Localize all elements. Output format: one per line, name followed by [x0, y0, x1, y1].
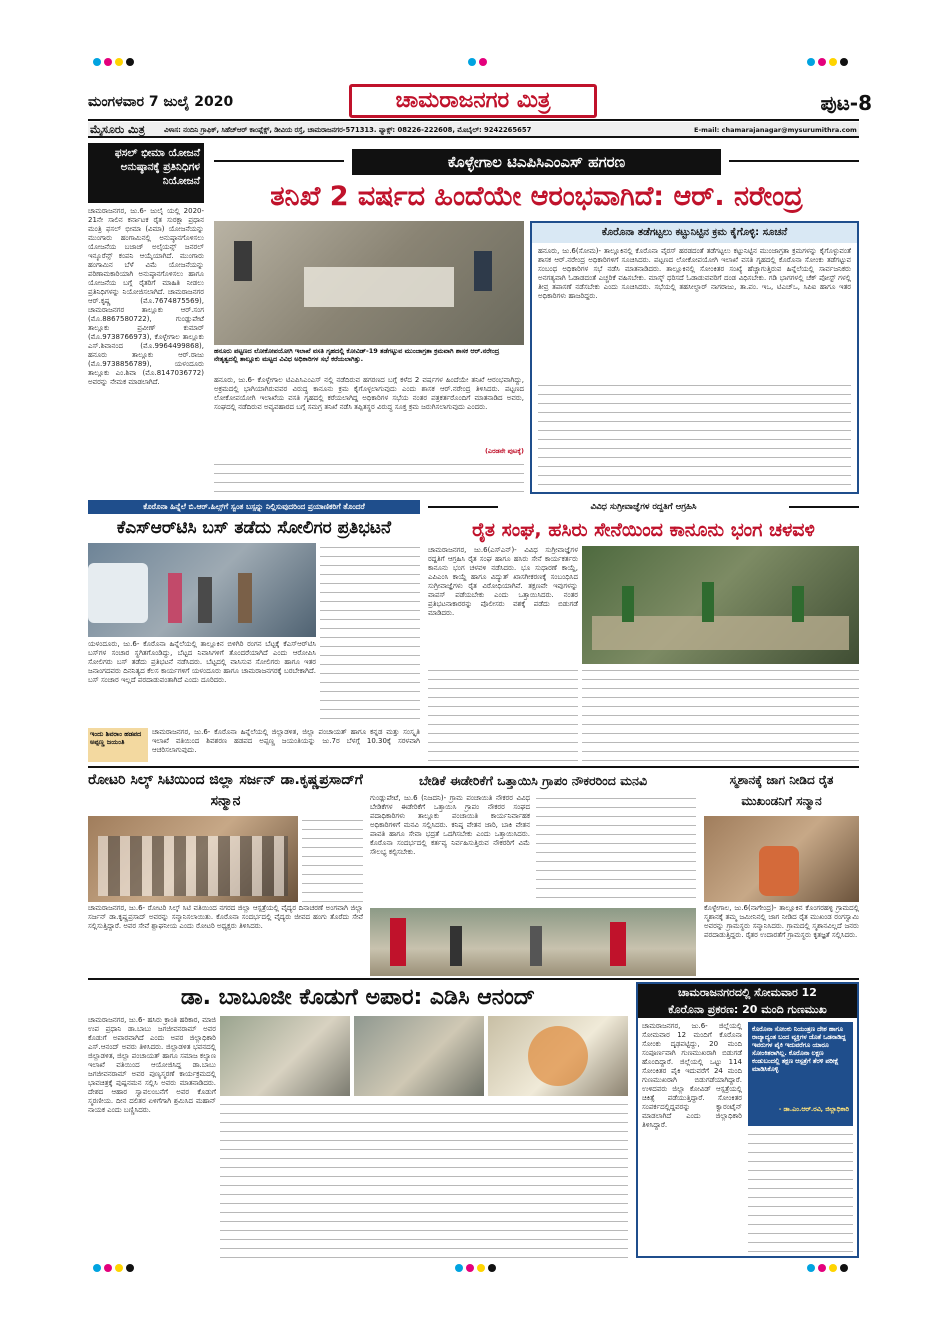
raitha-body-more: [428, 666, 578, 762]
covid-box: [636, 982, 859, 1258]
row3-rule: [88, 766, 859, 768]
registration-dot: [818, 58, 826, 66]
bedike-photo: [370, 908, 696, 976]
raitha-body: ಚಾಮರಾಜನಗರ, ಜು.6(ಎಸ್‌ಎನ್)- ವಿವಿಧ ಸುಗ್ರೀವಾಜ್ಞೆಗಳ ರದ್ದತಿಗೆ ಆಗ್ರಹಿಸಿ ರೈತ ಸಂಘ ಹಾಗೂ ಹಸಿರು ಸೇನೆ ಕಾರ್ಯಕರ್ತರು ಕಾನೂನು ಭಂಗ ಚಳವಳಿ ನಡೆಸಿದರು. ಭೂ ಸುಧಾರಣೆ ಕಾಯ್ದೆ, ಎಪಿಎಂಸಿ ಕಾಯ್ದೆ ಹಾಗೂ ವಿದ್ಯುತ್ ಖಾಸಗೀಕರಣಕ್ಕೆ ಸಂಬಂಧಿಸಿದ ಸುಗ್ರೀವಾಜ್ಞೆಗಳು ರೈತ ವಿರೋಧಿಯಾಗಿವೆ. ತಕ್ಷಣವೇ ಇವುಗಳನ್ನು ವಾಪಸ್ ಪಡೆಯಬೇಕು ಎಂದು ಒತ್ತಾಯಿಸಿದರು. ನಂತರ ಪ್ರತಿಭಟನಾಕಾರರನ್ನು ಪೊಲೀಸರು ವಶಕ್ಕೆ ಪಡೆದು ಬಿಡುಗಡೆ ಮಾಡಿದರು.: [428, 546, 578, 617]
left-headline: ಫಸಲ್ ಭೀಮಾ ಯೋಜನೆ ಅನುಷ್ಠಾನಕ್ಕೆ ಪ್ರತಿನಿಧಿಗಳ ನಿಯೋಜನೆ: [114, 147, 200, 187]
smashana-body: ಕೊಳ್ಳೇಗಾಲ, ಜು.6(ನಾಗೇಂದ್ರ)- ತಾಲ್ಲೂಕಿನ ಕೊಂಗರಹಳ್ಳಿ ಗ್ರಾಮದಲ್ಲಿ ಸ್ಮಶಾನಕ್ಕೆ ತಮ್ಮ ಜಮೀನಿನಲ್ಲಿ ಜಾಗ ನೀಡಿದ ರೈತ ಮುಖಂಡ ರಂಗಸ್ವಾಮಿ ಅವರನ್ನು ಗ್ರಾಮಸ್ಥರು ಸನ್ಮಾನಿಸಿದರು. ಗ್ರಾಮದಲ್ಲಿ ಸ್ಮಶಾನವಿಲ್ಲದೆ ಜನರು ಪರದಾಡುತ್ತಿದ್ದರು. ರೈತರ ಉದಾರತೆಗೆ ಗ್ರಾಮಸ್ಥರು ಕೃತಜ್ಞತೆ ಸಲ್ಲಿಸಿದರು.: [704, 904, 859, 939]
mini-logo: ಮೈಸೂರು ಮಿತ್ರ: [90, 123, 145, 136]
meeting-photo: [214, 221, 524, 345]
boxed-article: [530, 221, 859, 494]
boxed-headline: ಕೊರೊನಾ ತಡೆಗಟ್ಟಲು ಕಟ್ಟುನಿಟ್ಟಿನ ಕ್ರಮ ಕೈಗೊಳ್ಳಿ: ಸೂಚನೆ: [532, 223, 857, 243]
registration-dot: [829, 58, 837, 66]
left-body: ಚಾಮರಾಜನಗರ, ಜು.6- ಜುಲೈ ಯಲ್ಲಿ 2020-21ನೇ ಸಾಲಿನ ಕರ್ನಾಟಕ ರೈತ ಸುರಕ್ಷಾ ಪ್ರಧಾನ ಮಂತ್ರಿ ಫಸಲ್ ಭೀಮಾ (ವಿಮಾ) ಯೋಜನೆಯನ್ನು ಮುಂಗಾರು ಹಂಗಾಮಿನಲ್ಲಿ ಅನುಷ್ಠಾನಗೊಳಿಸಲು ಯೋಜನೆಯ ಬಜಾಜ್ ಅಲೈಯನ್ಸ್ ಜನರಲ್ ಇನ್ಶೂರೆನ್ಸ್ ಕಂಪನಿ ಆಯ್ಕೆಯಾಗಿದೆ. ಮುಂಗಾರು ಹಂಗಾಮಿನ ಬೆಳೆ ವಿಮೆ ಯೋಜನೆಯನ್ನು ಪರಿಣಾಮಕಾರಿಯಾಗಿ ಅನುಷ್ಠಾನಗೊಳಿಸಲು ಹಾಗೂ ಯೋಜನೆಯ ಬಗ್ಗೆ ರೈತರಿಗೆ ಮಾಹಿತಿ ನೀಡಲು ಪ್ರತಿನಿಧಿಗಳನ್ನು ನಿಯೋಜಿಸಲಾಗಿದೆ. ಚಾಮರಾಜನಗರ ಆರ್.ಕೃಷ್ಣ (ಮೊ.7674875569), ಚಾಮರಾಜನಗರ ತಾಲ್ಲೂಕು ಆರ್.ಸಂಗ (ಮೊ.8867580722), ಗುಂಡ್ಲುಪೇಟೆ ತಾಲ್ಲೂಕು ಪ್ರವೀಣ್ ಕುಮಾರ್ (ಮೊ.9738766973), ಕೊಳ್ಳೇಗಾಲ ತಾಲ್ಲೂಕು ಎಸ್.ಶಿವಾನಂದ (ಮೊ.9964499868), ಹನೂರು ತಾಲ್ಲೂಕು ಆರ್.ರಾಜು (ಮೊ.9738856789), ಯಳಂದೂರು ತಾಲ್ಲೂಕು ಎಂ.ಶಿವಾ (ಮೊ.8147036772) ಅವರನ್ನು ನೇಮಕ ಮಾಡಲಾಗಿದೆ.: [88, 207, 204, 386]
page-number: ಪುಟ-8: [820, 91, 872, 115]
ksrtc-kicker-text: ಕೊರೊನಾ ಹಿನ್ನೆಲೆ ಬಿ.ಆರ್.ಹಿಲ್ಸ್‌ಗೆ ಸ್ವಂತ ಬಸ್ಸನ್ನು ನಿಲ್ಲಿಸುವುದರಿಂದ ಪ್ರಯಾಣಿಕರಿಗೆ ತೊಂದರೆ: [143, 502, 365, 511]
registration-dot: [115, 58, 123, 66]
address-text: ವಿಳಾಸ: ನಂದಿನಿ ಗ್ರಾಫಿಕ್, ಸಿಹೆಚ್ಆರ್ ಕಾಂಪ್ಲೆಕ್ಸ್, ಡೀವಿಯ ರಸ್ತೆ, ಚಾಮರಾಜನಗರ-571313. ಫ್ಯಾಕ್ಸ್: 08226-222608, ಮೊಬೈಲ್: 9242265657: [164, 126, 532, 134]
smashana-photo: [704, 816, 859, 902]
covid-quote: ಕೊರೊನಾ ಸೋಂಕು ನಿಯಂತ್ರಣ ದೇಶ ಹಾಗೂ ರಾಜ್ಯಾದ್ಯಂತ ಬಂದ ವ್ಯಕ್ತಿಗಳ ಜೊತೆ ಒಡನಾಡಿದ್ದ ಇವರುಗಳ ಪೈಕಿ ಇದುವರೆಗೂ ಯಾರೂ ಸೋಂಕಿತರಾಗಿಲ್ಲ. ಕೊರೊನಾ ಲಕ್ಷಣ ಕಂಡುಬಂದಲ್ಲಿ ತಕ್ಷಣ ಆಸ್ಪತ್ರೆಗೆ ತೆರಳಿ ಪರೀಕ್ಷೆ ಮಾಡಿಸಿಕೊಳ್ಳಿ: [752, 1026, 846, 1073]
registration-dot: [477, 1264, 485, 1272]
registration-dot: [104, 1264, 112, 1272]
registration-dot: [818, 1264, 826, 1272]
ksrtc-body-right: [320, 543, 420, 726]
left-headline-box: [88, 143, 204, 203]
bedike-body: ಗುಂಡ್ಲುಪೇಟೆ, ಜು.6 (ನಿಜದನಿ)- ಗ್ರಾಮ ಪಂಚಾಯಿತಿ ನೌಕರರ ವಿವಿಧ ಬೇಡಿಕೆಗಳ ಈಡೇರಿಕೆಗೆ ಒತ್ತಾಯಿಸಿ ಗ್ರಾಪಂ ನೌಕರರ ಸಂಘದ ಪದಾಧಿಕಾರಿಗಳು ತಾಲ್ಲೂಕು ಪಂಚಾಯಿತಿ ಕಾರ್ಯನಿರ್ವಾಹಕ ಅಧಿಕಾರಿಗಳಿಗೆ ಮನವಿ ಸಲ್ಲಿಸಿದರು. ಕನಿಷ್ಠ ವೇತನ ಜಾರಿ, ಬಾಕಿ ವೇತನ ಪಾವತಿ ಹಾಗೂ ಸೇವಾ ಭದ್ರತೆ ಒದಗಿಸಬೇಕು ಎಂದು ಒತ್ತಾಯಿಸಿದರು. ಕೊರೊನಾ ಸಂದರ್ಭದಲ್ಲಿ ಕರ್ತವ್ಯ ನಿರ್ವಹಿಸುತ್ತಿರುವ ನೌಕರರಿಗೆ ವಿಮೆ ಸೌಲಭ್ಯ ಕಲ್ಪಿಸಬೇಕು.: [370, 794, 530, 856]
address-strip: [88, 122, 859, 138]
raitha-photo: [582, 546, 859, 664]
raitha-right-columns: [582, 666, 859, 762]
masthead-title-box: [349, 84, 597, 118]
ksrtc-side-label-text: ಇಂದು ಶಿವರಾಂ ಹಡಪದ ಅಪ್ಪಣ್ಣ ಜಯಂತಿ: [90, 730, 142, 746]
section1-kicker: ಕೊಳ್ಳೇಗಾಲ ಟಿಎಪಿಸಿಎಂಎಸ್ ಹಗರಣ: [352, 149, 721, 175]
section1-body: ಹನೂರು, ಜು.6- ಕೊಳ್ಳೇಗಾಲ ಟಿಎಪಿಸಿಎಂಎಸ್ ನಲ್ಲಿ ನಡೆದಿರುವ ಹಗರಣದ ಬಗ್ಗೆ ಕಳೆದ 2 ವರ್ಷಗಳ ಹಿಂದೆಯೇ ತನಿಖೆ ಆರಂಭವಾಗಿದ್ದು, ಅಕ್ರಮದಲ್ಲಿ ಭಾಗಿಯಾಗಿರುವವರ ವಿರುದ್ಧ ಕಾನೂನು ಕ್ರಮ ಕೈಗೊಳ್ಳಲಾಗುವುದು ಎಂದು ಶಾಸಕ ಆರ್.ನರೇಂದ್ರ ತಿಳಿಸಿದರು. ಪಟ್ಟಣದ ಲೋಕೋಪಯೋಗಿ ಇಲಾಖೆಯ ವಸತಿ ಗೃಹದಲ್ಲಿ ಕರೆಯಲಾಗಿದ್ದ ಅಧಿಕಾರಿಗಳ ಸಭೆಯ ನಂತರ ಪತ್ರಕರ್ತರೊಂದಿಗೆ ಮಾತನಾಡಿದ ಅವರು, ಸಂಘದಲ್ಲಿ ನಡೆದಿರುವ ಅವ್ಯವಹಾರದ ಬಗ್ಗೆ ಸಮಗ್ರ ತನಿಖೆ ನಡೆಸಿ ತಪ್ಪಿತಸ್ಥರ ವಿರುದ್ಧ ಸೂಕ್ತ ಕ್ರಮ ಜರುಗಿಸಲಾಗುವುದು ಎಂದರು.: [214, 376, 524, 411]
boxed-body: ಹನೂರು, ಜು.6(ಸೋಮ)- ತಾಲ್ಲೂಕಿನಲ್ಲಿ ಕೊರೊನಾ ವೈರಸ್ ಹರಡದಂತೆ ತಡೆಗಟ್ಟಲು ಕಟ್ಟುನಿಟ್ಟಿನ ಮುಂಜಾಗ್ರತಾ ಕ್ರಮಗಳನ್ನು ಕೈಗೊಳ್ಳುವಂತೆ ಶಾಸಕ ಆರ್.ನರೇಂದ್ರ ಅಧಿಕಾರಿಗಳಿಗೆ ಸೂಚಿಸಿದರು. ಪಟ್ಟಣದ ಲೋಕೋಪಯೋಗಿ ಇಲಾಖೆ ವಸತಿ ಗೃಹದಲ್ಲಿ ಕೊರೊನಾ ಸೋಂಕು ತಡೆಗಟ್ಟುವ ಸಂಬಂಧ ಅಧಿಕಾರಿಗಳ ಸಭೆ ನಡೆಸಿ ಮಾತನಾಡಿದರು. ತಾಲ್ಲೂಕಿನಲ್ಲಿ ಸೋಂಕಿತರ ಸಂಖ್ಯೆ ಹೆಚ್ಚಾಗುತ್ತಿರುವ ಹಿನ್ನೆಲೆಯಲ್ಲಿ ಸಾರ್ವಜನಿಕರು ಅನಗತ್ಯವಾಗಿ ಓಡಾಡದಂತೆ ಎಚ್ಚರಿಕೆ ವಹಿಸಬೇಕು. ಮಾಸ್ಕ್ ಧರಿಸದೆ ಓಡಾಡುವವರಿಗೆ ದಂಡ ವಿಧಿಸಬೇಕು. ಗಡಿ ಭಾಗಗಳಲ್ಲಿ ಚೆಕ್ ಪೋಸ್ಟ್ ಗಳಲ್ಲಿ ತೀವ್ರ ತಪಾಸಣೆ ನಡೆಸಬೇಕು ಎಂದು ಸೂಚಿಸಿದರು. ಸಭೆಯಲ್ಲಿ ತಹಸೀಲ್ದಾರ್ ನಾಗರಾಜು, ತಾ.ಪಂ. ಇಒ, ಟಿಎಚ್ಒ, ಸಿಪಿಐ ಹಾಗೂ ಇತರ ಅಧಿಕಾರಿಗಳು ಹಾಜರಿದ್ದರು.: [538, 247, 851, 300]
registration-dot: [466, 1264, 474, 1272]
registration-dot: [840, 58, 848, 66]
registration-dot: [115, 1264, 123, 1272]
registration-dot: [126, 58, 134, 66]
covid-body-more: [748, 1130, 853, 1252]
registration-dot: [807, 1264, 815, 1272]
ksrtc-body-left: ಯಳಂದೂರು, ಜು.6- ಕೊರೊನಾ ಹಿನ್ನೆಲೆಯಲ್ಲಿ ತಾಲ್ಲೂಕಿನ ಬಿಳಿಗಿರಿ ರಂಗನ ಬೆಟ್ಟಕ್ಕೆ ಕೆಎಸ್‌ಆರ್‌ಟಿಸಿ ಬಸ್‌ಗಳ ಸಂಚಾರ ಸ್ಥಗಿತಗೊಂಡಿದ್ದು, ಬೆಟ್ಟದ ನಿವಾಸಿಗಳಿಗೆ ತೊಂದರೆಯಾಗಿದೆ ಎಂದು ಆರೋಪಿಸಿ ಸೋಲಿಗರು ಬಸ್ ತಡೆದು ಪ್ರತಿಭಟನೆ ನಡೆಸಿದರು. ಬೆಟ್ಟದಲ್ಲಿ ವಾಸಿಸುವ ಸೋಲಿಗರು ಹಾಗೂ ಇತರ ಜನಾಂಗದವರು ದಿನನಿತ್ಯದ ಕೆಲಸ ಕಾರ್ಯಗಳಿಗೆ ಯಳಂದೂರು ಹಾಗೂ ಚಾಮರಾಜನಗರಕ್ಕೆ ಬರಬೇಕಾಗಿದೆ. ಬಸ್ ಸಂಚಾರ ಇಲ್ಲದೆ ಪರದಾಡುವಂತಾಗಿದೆ ಎಂದು ದೂರಿದರು.: [88, 640, 316, 684]
rotary-body: ಚಾಮರಾಜನಗರ, ಜು.6- ರೋಟರಿ ಸಿಲ್ಕ್ ಸಿಟಿ ವತಿಯಿಂದ ನಗರದ ಜಿಲ್ಲಾ ಆಸ್ಪತ್ರೆಯಲ್ಲಿ ವೈದ್ಯರ ದಿನಾಚರಣೆ ಅಂಗವಾಗಿ ಜಿಲ್ಲಾ ಸರ್ಜನ್ ಡಾ.ಕೃಷ್ಣಪ್ರಸಾದ್ ಅವರನ್ನು ಸನ್ಮಾನಿಸಲಾಯಿತು. ಕೊರೊನಾ ಸಂದರ್ಭದಲ್ಲಿ ವೈದ್ಯರು ಜೀವದ ಹಂಗು ತೊರೆದು ಸೇವೆ ಸಲ್ಲಿಸುತ್ತಿದ್ದಾರೆ. ಅವರ ಸೇವೆ ಶ್ಲಾಘನೀಯ ಎಂದು ರೋಟರಿ ಅಧ್ಯಕ್ಷರು ತಿಳಿಸಿದರು.: [88, 904, 363, 930]
rotary-side-text: [302, 816, 363, 902]
rotary-photo: [88, 816, 298, 902]
babuji-columns: [220, 1100, 628, 1260]
registration-dot: [93, 1264, 101, 1272]
babuji-photo-3: [488, 1016, 628, 1096]
registration-dot: [807, 58, 815, 66]
covid-headline-2: ಕೊರೊನಾ ಪ್ರಕರಣ: 20 ಮಂದಿ ಗುಣಮುಖ: [668, 1003, 827, 1016]
ksrtc-side-label: [88, 728, 148, 762]
masthead-title: ಚಾಮರಾಜನಗರ ಮಿತ್ರ: [395, 88, 551, 113]
masthead-rule: [88, 119, 859, 121]
registration-dot: [829, 1264, 837, 1272]
bedike-headline: ಬೇಡಿಕೆ ಈಡೇರಿಕೆಗೆ ಒತ್ತಾಯಿಸಿ ಗ್ರಾಪಂ ನೌಕರರಿಂದ ಮನವಿ: [418, 773, 648, 788]
registration-dot: [840, 1264, 848, 1272]
covid-headline-1: ಚಾಮರಾಜನಗರದಲ್ಲಿ ಸೋಮವಾರ 12: [678, 986, 817, 999]
covid-body: ಚಾಮರಾಜನಗರ, ಜು.6- ಜಿಲ್ಲೆಯಲ್ಲಿ ಸೋಮವಾರ 12 ಮಂದಿಗೆ ಕೊರೊನಾ ಸೋಂಕು ದೃಢಪಟ್ಟಿದ್ದು, 20 ಮಂದಿ ಸಂಪೂರ್ಣವಾಗಿ ಗುಣಮುಖರಾಗಿ ಬಿಡುಗಡೆ ಹೊಂದಿದ್ದಾರೆ. ಜಿಲ್ಲೆಯಲ್ಲಿ ಒಟ್ಟು 114 ಸೋಂಕಿತರ ಪೈಕಿ ಇದುವರೆಗೆ 24 ಮಂದಿ ಗುಣಮುಖರಾಗಿ ಬಿಡುಗಡೆಯಾಗಿದ್ದಾರೆ. ಉಳಿದವರು ಜಿಲ್ಲಾ ಕೋವಿಡ್ ಆಸ್ಪತ್ರೆಯಲ್ಲಿ ಚಿಕಿತ್ಸೆ ಪಡೆಯುತ್ತಿದ್ದಾರೆ. ಸೋಂಕಿತರ ಸಂಪರ್ಕದಲ್ಲಿದ್ದವರನ್ನು ಕ್ವಾರಂಟೈನ್ ಮಾಡಲಾಗಿದೆ ಎಂದು ಜಿಲ್ಲಾಧಿಕಾರಿ ತಿಳಿಸಿದ್ದಾರೆ.: [642, 1022, 742, 1129]
issue-date: ಮಂಗಳವಾರ 7 ಜುಲೈ 2020: [88, 94, 234, 110]
ksrtc-headline: ಕೆಎಸ್‌ಆರ್‌ಟಿಸಿ ಬಸ್ ತಡೆದು ಸೋಲಿಗರ ಪ್ರತಿಭಟನೆ: [116, 518, 392, 538]
section1-body-columns: [214, 460, 524, 494]
registration-dot: [479, 58, 487, 66]
babuji-photo-2: [354, 1016, 484, 1096]
babuji-photo-1: [220, 1016, 350, 1096]
boxed-body-more: [538, 381, 851, 489]
ksrtc-note: ಚಾಮರಾಜನಗರ, ಜು.6- ಕೊರೊನಾ ಹಿನ್ನೆಲೆಯಲ್ಲಿ ಜಿಲ್ಲಾಡಳಿತ, ಜಿಲ್ಲಾ ಪಂಚಾಯತ್ ಹಾಗೂ ಕನ್ನಡ ಮತ್ತು ಸಂಸ್ಕೃತಿ ಇಲಾಖೆ ವತಿಯಿಂದ ಶಿವಶರಣ ಹಡಪದ ಅಪ್ಪಣ್ಣ ಜಯಂತಿಯನ್ನು ಜು.7ರ ಬೆಳಗ್ಗೆ 10.30ಕ್ಕೆ ಸರಳವಾಗಿ ಆಚರಿಸಲಾಗುವುದು.: [152, 728, 420, 754]
section1-kicker-bar: [214, 149, 859, 175]
ksrtc-kicker: [88, 500, 420, 514]
raitha-headline: ರೈತ ಸಂಘ, ಹಸಿರು ಸೇನೆಯಿಂದ ಕಾನೂನು ಭಂಗ ಚಳವಳಿ: [472, 519, 815, 541]
covid-quote-by: - ಡಾ.ಎಂ.ಆರ್.ರವಿ, ಜಿಲ್ಲಾಧಿಕಾರಿ: [778, 1106, 849, 1113]
registration-dot: [104, 58, 112, 66]
raitha-kicker-bar: [428, 500, 859, 514]
registration-dot: [488, 1264, 496, 1272]
section1-continue: (ಎರಡನೇ ಪುಟಕ್ಕೆ): [484, 447, 524, 455]
section1-headline: ತನಿಖೆ 2 ವರ್ಷದ ಹಿಂದೆಯೇ ಆರಂಭವಾಗಿದೆ: ಆರ್. ನರೇಂದ್ರ: [270, 181, 803, 212]
raitha-kicker: ವಿವಿಧ ಸುಗ್ರೀವಾಜ್ಞೆಗಳ ರದ್ದತಿಗೆ ಆಗ್ರಹಿಸಿ: [590, 502, 697, 512]
email-text: E-mail: chamarajanagar@mysurumithra.com: [694, 126, 857, 134]
registration-dot: [455, 1264, 463, 1272]
registration-dot: [468, 58, 476, 66]
covid-quote-box: [748, 1022, 853, 1126]
meeting-photo-caption: ಹನೂರು ಪಟ್ಟಣದ ಲೋಕೋಪಯೋಗಿ ಇಲಾಖೆ ವಸತಿ ಗೃಹದಲ್ಲಿ ಕೋವಿಡ್-19 ತಡೆಗಟ್ಟುವ ಮುಂಜಾಗ್ರತಾ ಕ್ರಮವಾಗಿ ಶಾಸಕ ಆರ್.ನರೇಂದ್ರ ನೇತೃತ್ವದಲ್ಲಿ ತಾಲ್ಲೂಕು ಮಟ್ಟದ ವಿವಿಧ ಅಧಿಕಾರಿಗಳ ಸಭೆ ಕರೆಯಲಾಗಿತ್ತು.: [214, 347, 500, 363]
babuji-headline: ಡಾ. ಬಾಬೂಜೀ ಕೊಡುಗೆ ಅಪಾರ: ಎಡಿಸಿ ಆನಂದ್: [180, 985, 536, 1010]
rotary-headline: ರೋಟರಿ ಸಿಲ್ಕ್ ಸಿಟಿಯಿಂದ ಜಿಲ್ಲಾ ಸರ್ಜನ್ ಡಾ.ಕೃಷ್ಣಪ್ರಸಾದ್‌ಗೆ ಸನ್ಮಾನ: [88, 772, 363, 809]
registration-dot: [126, 1264, 134, 1272]
covid-headline-bar: [638, 984, 857, 1018]
ksrtc-photo: [88, 543, 316, 637]
smashana-headline: ಸ್ಮಶಾನಕ್ಕೆ ಜಾಗ ನೀಡಿದ ರೈತ ಮುಖಂಡನಿಗೆ ಸನ್ಮಾನ: [729, 773, 834, 808]
registration-dot: [93, 58, 101, 66]
bedike-body-right: [536, 794, 696, 906]
row4-rule: [88, 978, 859, 980]
babuji-body: ಚಾಮರಾಜನಗರ, ಜು.6- ಹಸಿರು ಕ್ರಾಂತಿ ಹರಿಕಾರ, ಮಾಜಿ ಉಪ ಪ್ರಧಾನಿ ಡಾ.ಬಾಬು ಜಗಜೀವನರಾಮ್ ಅವರ ಕೊಡುಗೆ ಅಪಾರವಾಗಿದೆ ಎಂದು ಅಪರ ಜಿಲ್ಲಾಧಿಕಾರಿ ಎಸ್.ಆನಂದ್ ಅವರು ತಿಳಿಸಿದರು. ಜಿಲ್ಲಾಡಳಿತ ಭವನದಲ್ಲಿ ಜಿಲ್ಲಾಡಳಿತ, ಜಿಲ್ಲಾ ಪಂಚಾಯತ್ ಹಾಗೂ ಸಮಾಜ ಕಲ್ಯಾಣ ಇಲಾಖೆ ವತಿಯಿಂದ ಆಯೋಜಿಸಿದ್ದ ಡಾ.ಬಾಬು ಜಗಜೀವನರಾಮ್ ಅವರ ಪುಣ್ಯಸ್ಮರಣೆ ಕಾರ್ಯಕ್ರಮದಲ್ಲಿ ಭಾವಚಿತ್ರಕ್ಕೆ ಪುಷ್ಪನಮನ ಸಲ್ಲಿಸಿ ಅವರು ಮಾತನಾಡಿದರು. ದೇಶದ ಆಹಾರ ಸ್ವಾವಲಂಬನೆಗೆ ಅವರ ಕೊಡುಗೆ ಸ್ಮರಣೀಯ. ದೀನ ದಲಿತರ ಏಳಿಗೆಗಾಗಿ ಶ್ರಮಿಸಿದ ಮಹಾನ್ ನಾಯಕ ಎಂದು ಬಣ್ಣಿಸಿದರು.: [88, 1016, 216, 1114]
